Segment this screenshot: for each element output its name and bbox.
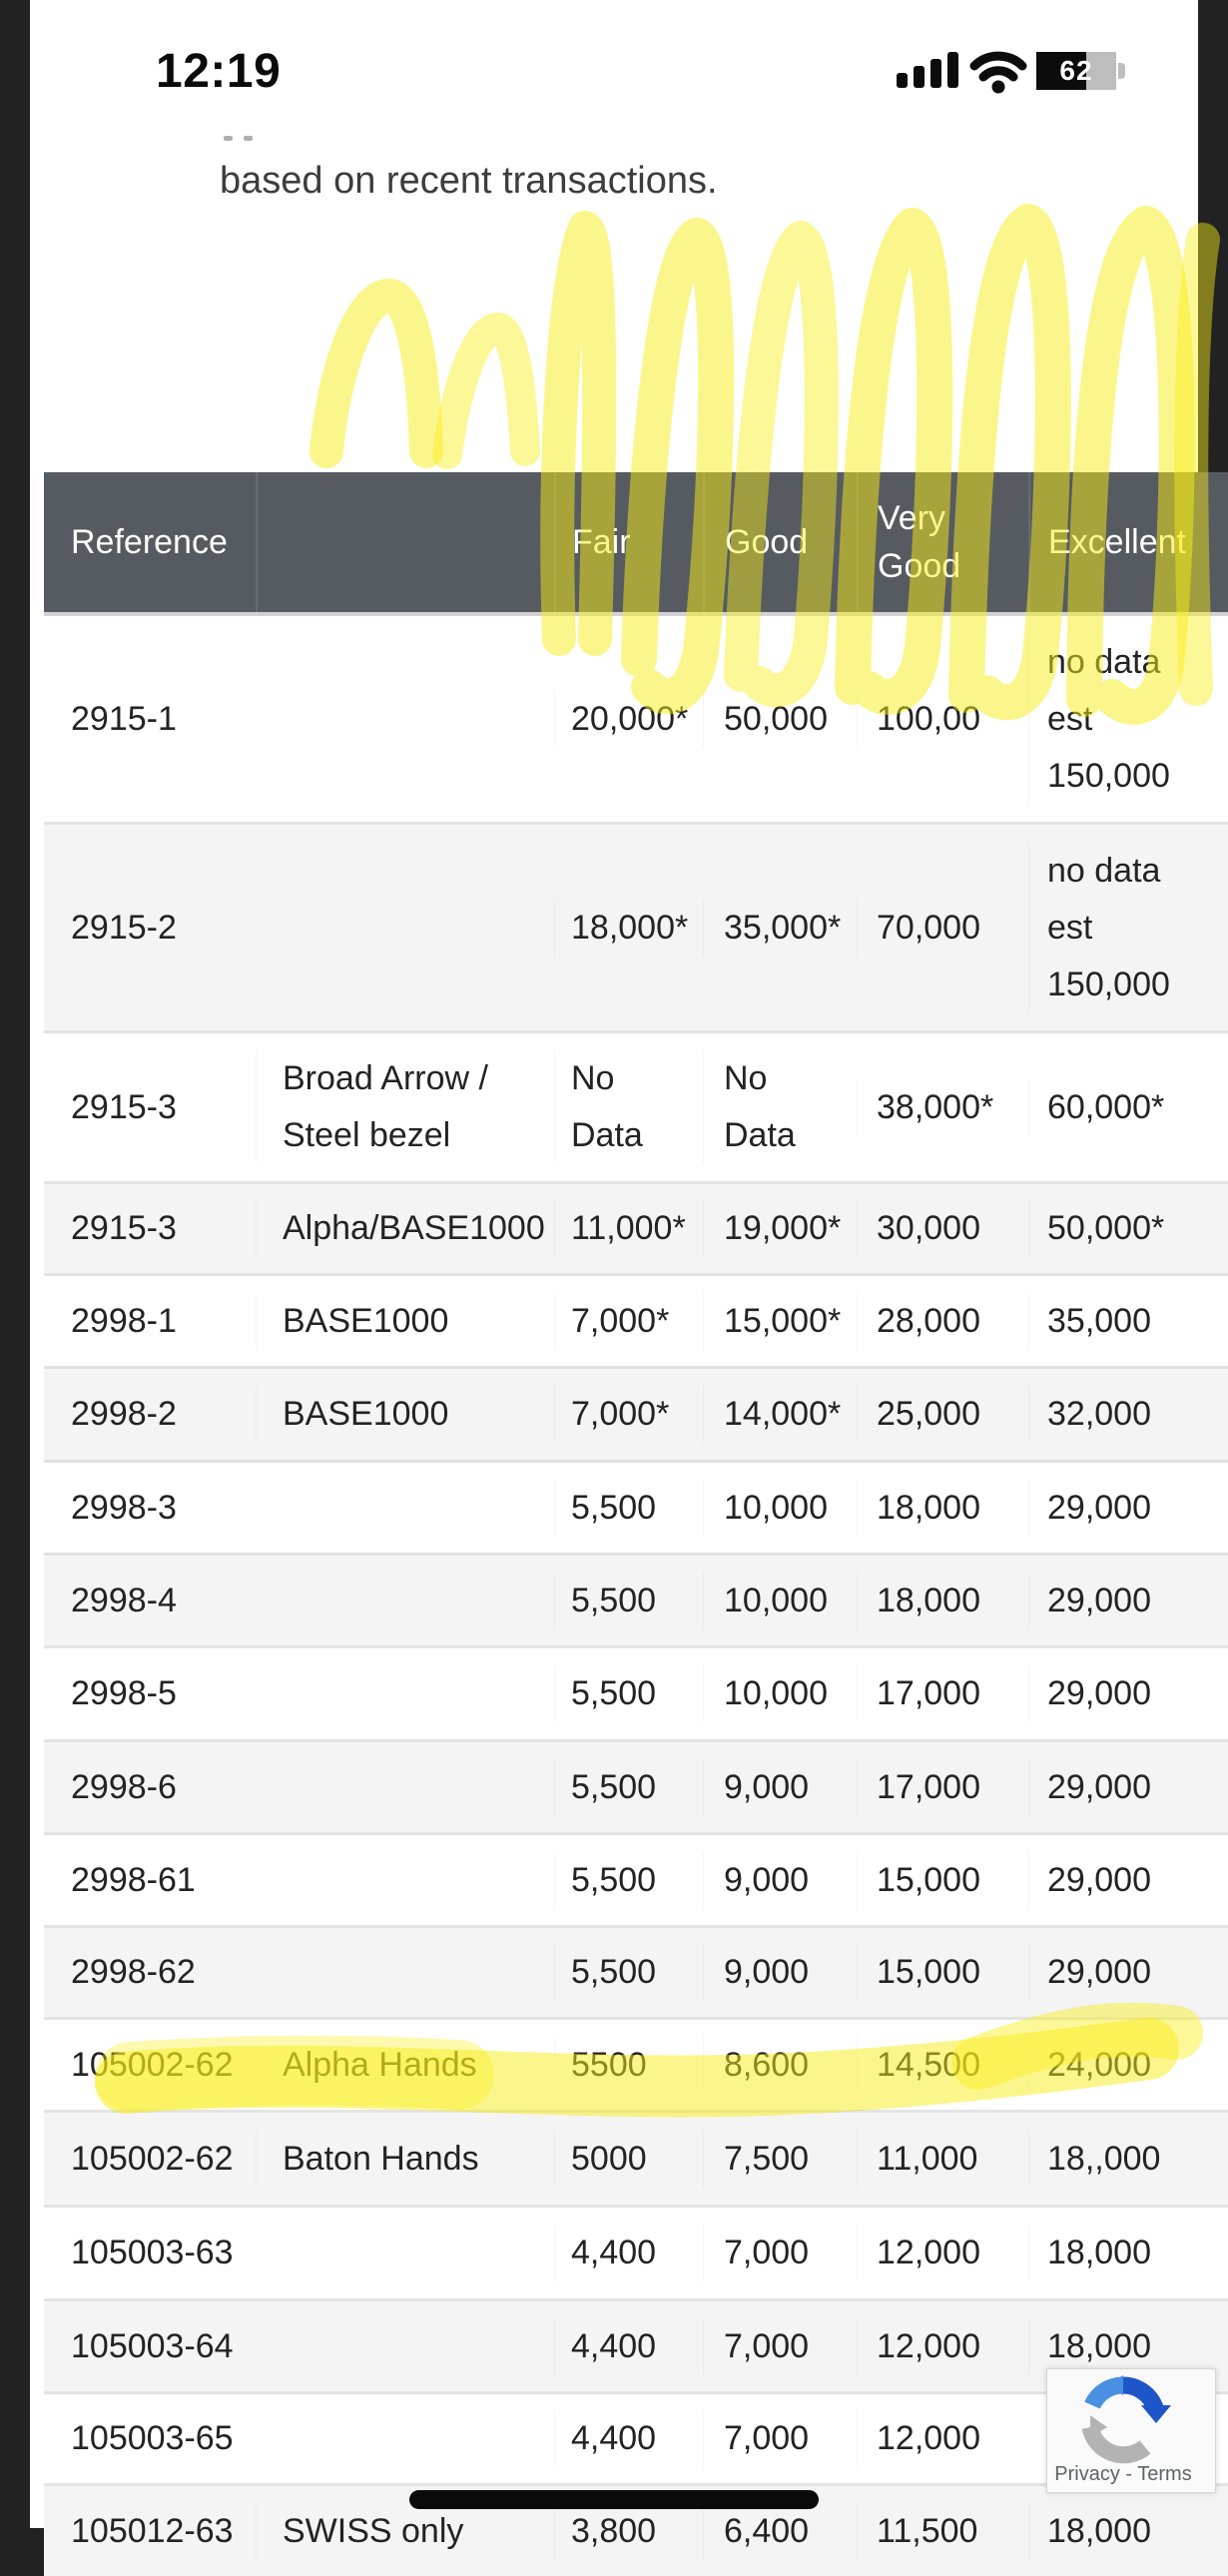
status-icons (889, 48, 1198, 96)
table-cell-fair: 18,000* (554, 900, 703, 957)
table-cell-fair: 11,000* (554, 1200, 703, 1257)
privacy-terms-link[interactable]: Privacy - Terms (1054, 2463, 1192, 2485)
table-cell-very_good: 12,000 (857, 2410, 1028, 2467)
table-cell-good: 6,400 (703, 2503, 857, 2560)
table-row (44, 1925, 1228, 2017)
table-cell-very_good: 12,000 (857, 2225, 1028, 2281)
table-cell-good: 8,600 (703, 2037, 857, 2094)
table-cell-excellent: 29,000 (1028, 1480, 1228, 1537)
table-row (44, 612, 1228, 822)
table-cell-very_good: 14,500 (857, 2037, 1028, 2094)
table-cell-good: 9,000 (703, 1759, 857, 1816)
table-cell-good: 7,500 (703, 2131, 857, 2188)
table-row (44, 1460, 1228, 1553)
table-cell-reference: 105012-63 (71, 2511, 234, 2550)
table-cell-reference: 2915-3 (71, 1087, 177, 1126)
header-good: Good (703, 472, 857, 612)
table-row (44, 2205, 1228, 2298)
table-cell-reference: 105003-64 (71, 2326, 234, 2365)
table-cell-good: 7,000 (703, 2410, 857, 2467)
table-row (44, 1739, 1228, 1832)
table-cell-reference: 2998-5 (71, 1674, 177, 1712)
table-cell-excellent: 18,000 (1028, 2225, 1228, 2281)
table-cell-very_good: 17,000 (857, 1759, 1028, 1816)
table-cell-reference: 105002-62 (71, 2139, 234, 2178)
table-cell-good: 19,000* (703, 1200, 857, 1257)
table-row (44, 1030, 1228, 1181)
table-cell-excellent: 18,000 (1028, 2318, 1228, 2375)
table-header-row (44, 472, 1228, 612)
clipped-text-fragment (224, 136, 233, 141)
table-cell-excellent: no data est 150,000 (1028, 634, 1228, 805)
table-row (44, 1553, 1228, 1645)
table-cell-fair: 7,000* (554, 1386, 703, 1443)
table-cell-excellent: 29,000 (1028, 1573, 1228, 1629)
recaptcha-icon (1075, 2375, 1171, 2467)
table-row (44, 822, 1228, 1030)
table-cell-good: 35,000* (703, 900, 857, 957)
table-cell-fair: 5,500 (554, 1480, 703, 1537)
table-cell-reference: 2998-4 (71, 1581, 177, 1619)
table-cell-fair: 4,400 (554, 2225, 703, 2281)
battery-percent: 62 (1059, 55, 1093, 86)
table-cell-very_good: 70,000 (857, 900, 1028, 957)
table-cell-reference: 105003-63 (71, 2234, 234, 2271)
table-cell-excellent: no data est 150,000 (1028, 843, 1228, 1013)
table-cell-excellent: 60,000* (1028, 1079, 1228, 1136)
table-body (44, 612, 1228, 2576)
table-cell-very_good: 18,000 (857, 1480, 1028, 1537)
table-cell-good: 7,000 (703, 2318, 857, 2375)
table-row (44, 2110, 1228, 2205)
table-cell-good: 10,000 (703, 1573, 857, 1629)
table-cell-very_good: 25,000 (857, 1386, 1028, 1443)
header-very-good: Very Good (857, 472, 1028, 612)
table-cell-good: 15,000* (703, 1293, 857, 1350)
header-excellent: Excellent (1028, 472, 1228, 612)
table-cell-very_good: 15,000 (857, 1852, 1028, 1909)
table-cell-excellent: 50,000* (1028, 1200, 1228, 1257)
home-indicator[interactable] (409, 2490, 819, 2509)
table-cell-variant: Baton Hands (256, 2131, 554, 2188)
table-cell-very_good: 28,000 (857, 1293, 1028, 1350)
table-cell-fair: 5,500 (554, 1573, 703, 1629)
table-cell-reference: 2998-62 (71, 1953, 196, 1991)
table-cell-reference: 2998-2 (71, 1395, 177, 1433)
table-cell-fair: 20,000* (554, 691, 703, 748)
table-cell-very_good: 12,000 (857, 2318, 1028, 2375)
table-cell-fair: 5,500 (554, 1665, 703, 1722)
table-cell-fair: 3,800 (554, 2503, 703, 2560)
table-cell-very_good: 11,500 (857, 2503, 1028, 2560)
table-cell-very_good: 100,00 (857, 691, 1028, 748)
table-row (44, 1645, 1228, 1739)
table-cell-fair: 4,400 (554, 2318, 703, 2375)
table-cell-good: 7,000 (703, 2225, 857, 2281)
table-cell-reference: 2915-2 (71, 908, 177, 947)
table-cell-reference: 2998-61 (71, 1860, 196, 1899)
table-cell-excellent: 18,,000 (1028, 2131, 1228, 2188)
table-cell-fair: 7,000* (554, 1293, 703, 1350)
table-row (44, 1181, 1228, 1273)
table-cell-fair: No Data (554, 1050, 703, 1164)
battery-cap (1118, 63, 1125, 79)
table-row (44, 1832, 1228, 1925)
table-cell-excellent: 29,000 (1028, 1759, 1228, 1816)
table-cell-fair: 5500 (554, 2037, 703, 2094)
battery-icon (1036, 52, 1116, 90)
header-fair: Fair (554, 472, 703, 612)
table-cell-good: 9,000 (703, 1852, 857, 1909)
table-cell-very_good: 11,000 (857, 2131, 1028, 2188)
iphone-screen (30, 0, 1198, 2550)
table-cell-good: 10,000 (703, 1480, 857, 1537)
price-table (44, 472, 1228, 2576)
table-row (44, 2017, 1228, 2110)
table-cell-very_good: 18,000 (857, 1573, 1028, 1629)
table-cell-reference: 105003-65 (71, 2419, 234, 2457)
table-cell-excellent: 29,000 (1028, 1665, 1228, 1722)
table-cell-very_good: 15,000 (857, 1944, 1028, 2001)
table-cell-reference: 2998-1 (71, 1301, 177, 1340)
table-cell-variant: BASE1000 (256, 1386, 554, 1443)
clipped-text-fragment (244, 136, 253, 141)
table-cell-variant: Alpha Hands (256, 2037, 554, 2094)
table-cell-excellent: 32,000 (1028, 1386, 1228, 1443)
table-cell-variant: Broad Arrow / Steel bezel (256, 1050, 554, 1164)
table-cell-very_good: 17,000 (857, 1665, 1028, 1722)
table-row (44, 1273, 1228, 1366)
table-cell-reference: 2915-3 (71, 1209, 177, 1247)
table-cell-fair: 5000 (554, 2131, 703, 2188)
table-row (44, 1366, 1228, 1460)
table-cell-excellent: 35,000 (1028, 1293, 1228, 1350)
table-cell-variant: Alpha/BASE1000 (256, 1200, 554, 1257)
table-cell-good: 10,000 (703, 1665, 857, 1722)
table-cell-fair: 5,500 (554, 1944, 703, 2001)
header-reference: Reference (71, 523, 228, 561)
recaptcha-badge[interactable] (1046, 2368, 1216, 2493)
table-cell-fair: 5,500 (554, 1852, 703, 1909)
table-cell-excellent: 24,000 (1028, 2037, 1228, 2094)
table-cell-excellent: 18,000 (1028, 2503, 1228, 2560)
table-cell-reference: 2998-3 (71, 1488, 177, 1527)
table-cell-variant: BASE1000 (256, 1293, 554, 1350)
table-cell-good: 9,000 (703, 1944, 857, 2001)
table-cell-good: No Data (703, 1050, 857, 1164)
header-variant (256, 472, 554, 612)
table-cell-fair: 4,400 (554, 2410, 703, 2467)
table-cell-excellent: 29,000 (1028, 1944, 1228, 2001)
table-cell-very_good: 30,000 (857, 1200, 1028, 1257)
table-cell-good: 50,000 (703, 691, 857, 748)
wifi-icon (974, 56, 1022, 93)
table-cell-reference: 2915-1 (71, 699, 177, 738)
table-cell-variant: SWISS only (256, 2503, 554, 2560)
intro-text: based on recent transactions. (220, 160, 718, 202)
table-cell-very_good: 38,000* (857, 1079, 1028, 1136)
table-cell-reference: 105002-62 (71, 2045, 234, 2084)
table-cell-excellent: 29,000 (1028, 1852, 1228, 1909)
table-cell-fair: 5,500 (554, 1759, 703, 1816)
table-cell-good: 14,000* (703, 1386, 857, 1443)
status-time: 12:19 (156, 45, 282, 98)
table-cell-reference: 2998-6 (71, 1767, 177, 1806)
